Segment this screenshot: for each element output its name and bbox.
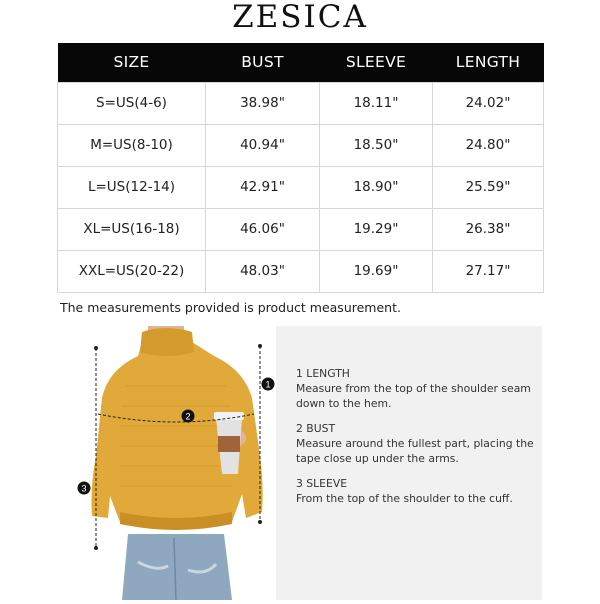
cell-sleeve: 18.90" [320,166,433,208]
cell-size: S=US(4-6) [58,82,206,124]
cell-length: 24.02" [433,82,544,124]
cell-length: 27.17" [433,250,544,292]
cell-size: XXL=US(20-22) [58,250,206,292]
brand-logo: ZESICA [232,0,368,35]
table-header-row [58,43,544,82]
measurement-note: The measurements provided is product measurement. [60,300,401,315]
bust-marker [182,410,195,423]
instruction-text: Measure around the fullest part, placing the tape close up under the arms. [296,437,534,465]
cell-bust: 38.98" [206,82,320,124]
cell-sleeve: 18.50" [320,124,433,166]
svg-text:1: 1 [265,379,271,390]
jeans-shape [122,534,232,600]
cell-bust: 40.94" [206,124,320,166]
svg-text:2: 2 [185,411,191,422]
cell-bust: 46.06" [206,208,320,250]
header-length: LENGTH [433,43,544,82]
header-bust: BUST [206,43,320,82]
cell-bust: 42.91" [206,166,320,208]
cell-size: XL=US(16-18) [58,208,206,250]
header-sleeve: SLEEVE [320,43,433,82]
sleeve-marker [78,482,91,495]
instruction-title: 1 LENGTH [296,367,350,380]
table-row [58,208,544,250]
cell-length: 26.38" [433,208,544,250]
instruction-sleeve [296,476,536,506]
instruction-length [296,366,536,411]
cell-sleeve: 19.29" [320,208,433,250]
cell-length: 25.59" [433,166,544,208]
table-row [58,82,544,124]
length-marker [262,378,275,391]
sweater-figure [56,326,276,600]
cell-length: 24.80" [433,124,544,166]
table-row [58,124,544,166]
instruction-title: 2 BUST [296,422,336,435]
instructions-list [296,366,536,516]
table-row [58,166,544,208]
sweater-illustration [56,326,276,600]
instruction-text: From the top of the shoulder to the cuff. [296,492,513,505]
table-row [58,250,544,292]
cell-size: L=US(12-14) [58,166,206,208]
header-size: SIZE [58,43,206,82]
instruction-title: 3 SLEEVE [296,477,348,490]
svg-text:3: 3 [81,483,87,494]
turtleneck-shape [140,328,194,356]
cell-size: M=US(8-10) [58,124,206,166]
measurement-guide-panel [276,326,542,600]
cell-sleeve: 19.69" [320,250,433,292]
cell-bust: 48.03" [206,250,320,292]
size-chart-table [57,43,544,293]
cell-sleeve: 18.11" [320,82,433,124]
instruction-text: Measure from the top of the shoulder seam down to the hem. [296,382,531,410]
instruction-bust [296,421,536,466]
